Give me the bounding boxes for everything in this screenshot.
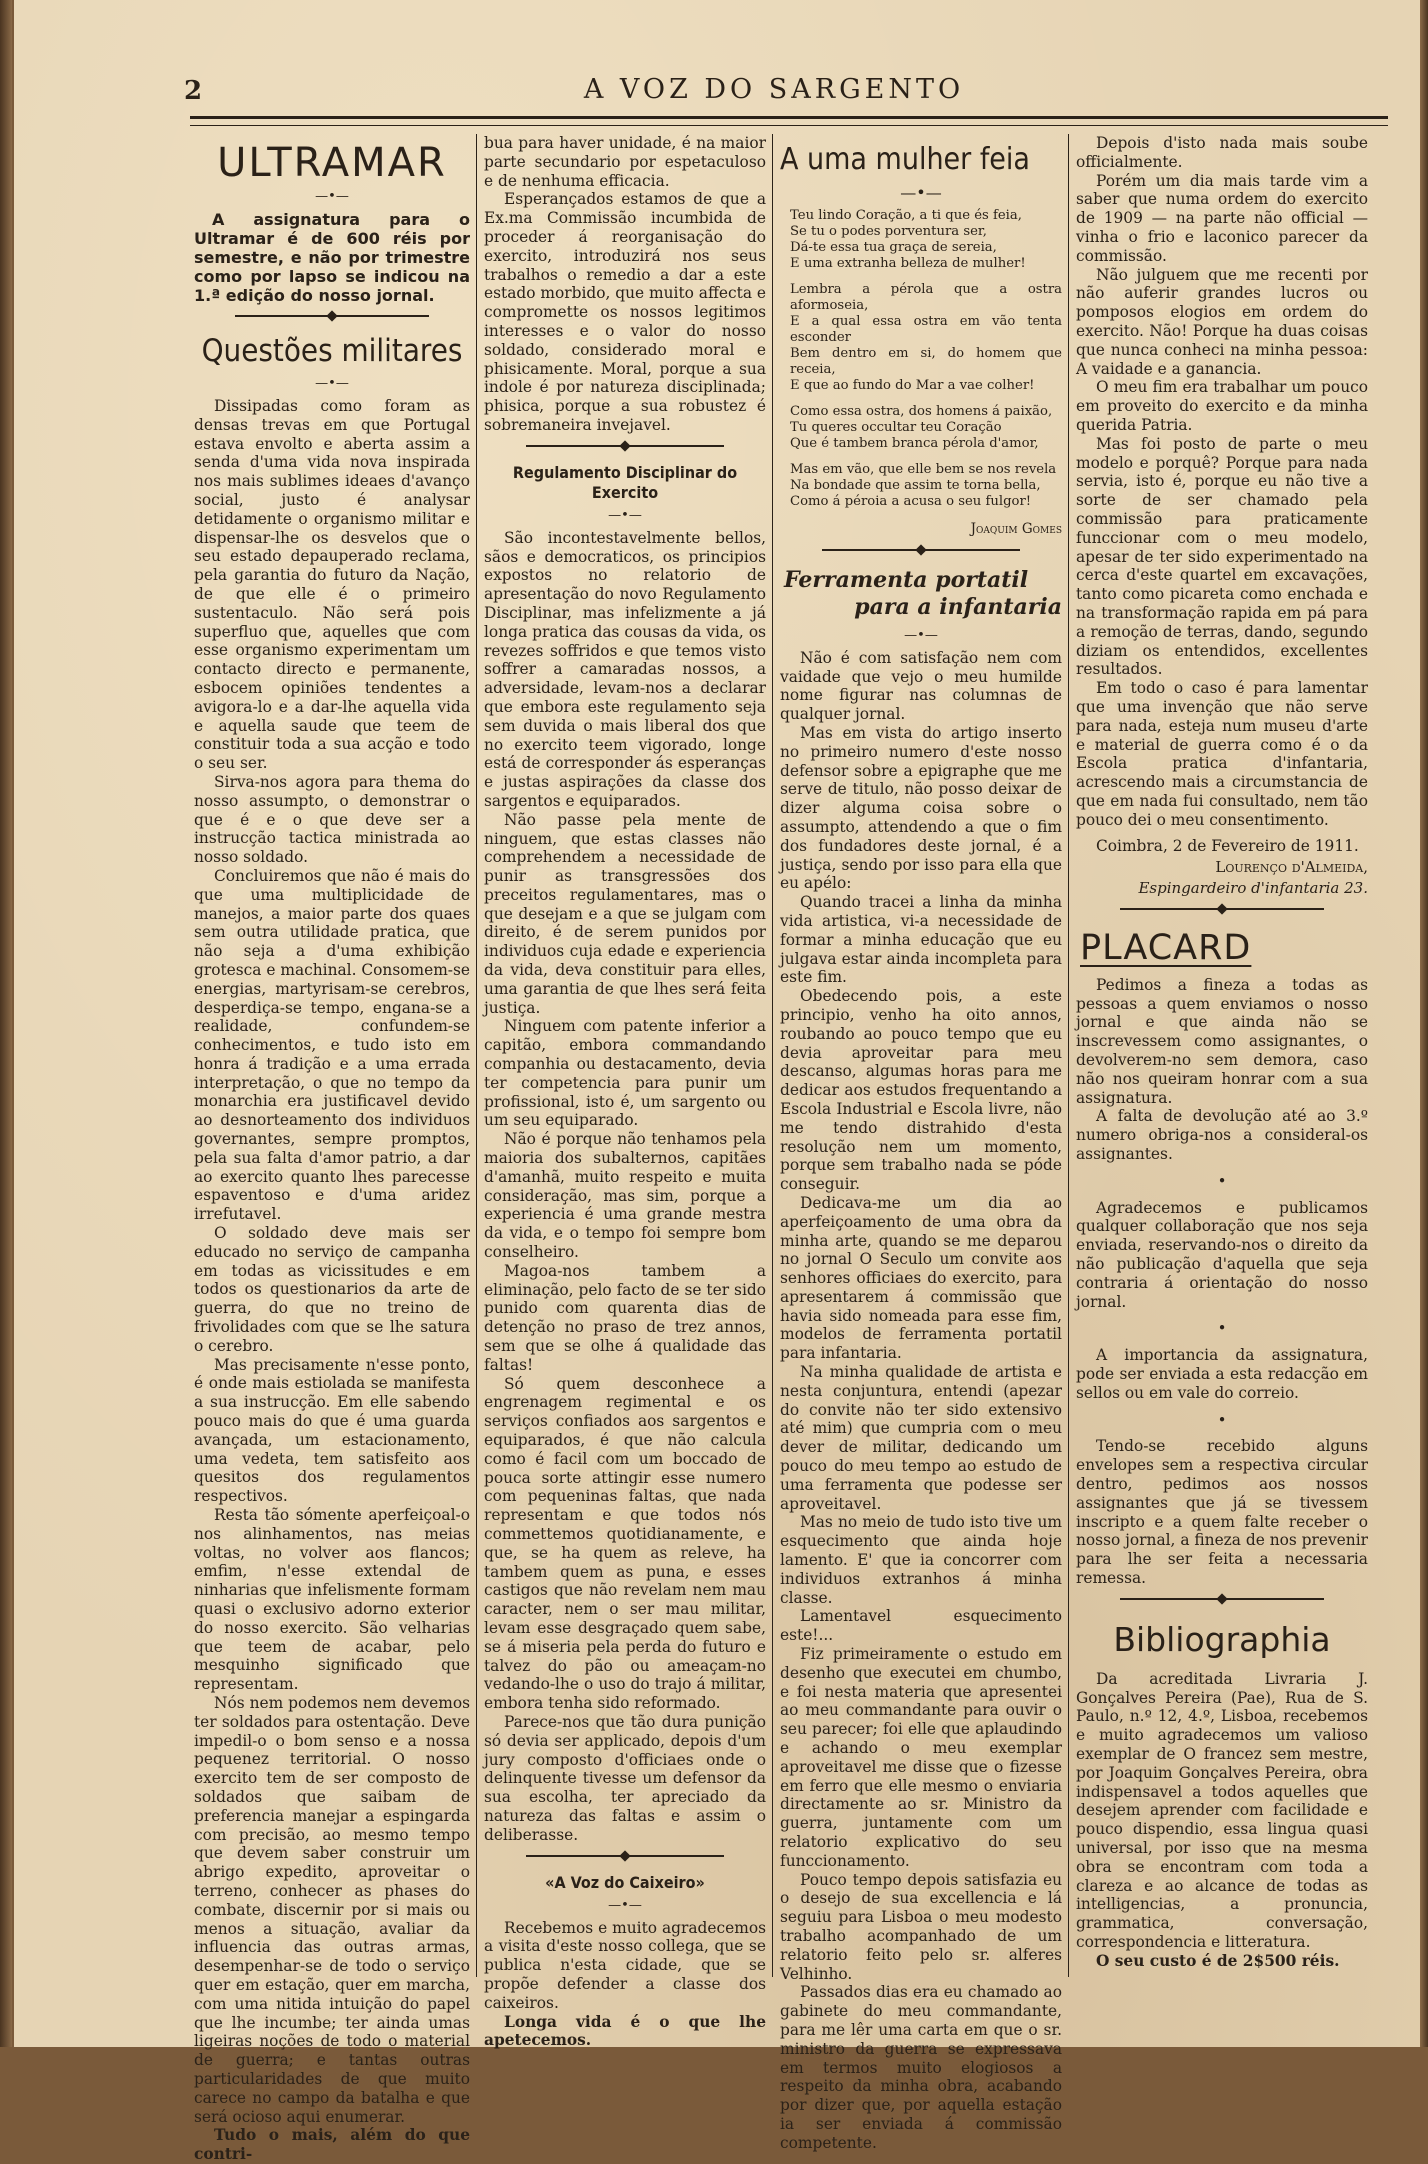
bibliographia-heading: Bibliographia: [1113, 1619, 1331, 1659]
paragraph: Resta tão sómente aperfeiçoal-o nos alinhamentos, nas meias voltas, no volver aos flancos; emfim, n'esse extendal de ninharias que infelismente formam quasi o exclusivo adorno exterior do nosso exercito. São velharias que teem de acabar, pelo mesquinho significado que representam.: [194, 1506, 470, 1694]
paragraph: Recebemos e muito agradecemos a visita d'este nosso collega, que se publica n'esta cidade, que se propõe defender a classe dos caixeiros.: [484, 1918, 766, 2012]
paragraph: Tudo o mais, além do que contri-: [194, 2126, 470, 2164]
poem-heading: A uma mulher feia: [780, 142, 1030, 177]
newspaper-title: A VOZ DO SARGENTO: [583, 74, 965, 105]
paragraph: Dedicava-me um dia ao aperfeiçoamento de uma obra da minha arte, quando se me deparou no jornal O Seculo um convite aos senhores officiaes do exercito, para apresentarem á commissão que havia sido nomeada para esse fim, modelos de ferramenta portatil para infantaria.: [780, 1193, 1062, 1363]
paragraph: Lamentavel esquecimento este!...: [780, 1607, 1062, 1645]
paragraph: Esperançados estamos de que a Ex.ma Commissão incumbida de proceder á reorganisação do exercito, introduzirá nos seus trabalhos o remedio a dar a este estado morbido, que muito affecta e compromette os nossos legitimos interesses e o valor do nosso soldado, considerado moral e phisicamente. Moral, porque a sua indole é por natureza disciplinada; phisica, porque a sua robustez é sobremaneira invejavel.: [484, 190, 767, 434]
paragraph: Mas em vista do artigo inserto no primeiro numero d'este nosso defensor sobre a epigraphe que me serve de titulo, não posso deixar de dizer alguma coisa sobre o assumpto, attendendo a que o fim dos fundadores deste jornal, é a justiça, sendo por isso para ella que eu apélo:: [780, 723, 1062, 893]
paragraph: Ninguem com patente inferior a capitão, embora commandando companhia ou destacamento, devia ter competencia para punir um profissional, isto é, um sargento ou um seu equiparado.: [484, 1017, 766, 1130]
paragraph: A importancia da assignatura, pode ser enviada a esta redacção em sellos ou em vale do correio.: [1076, 1346, 1368, 1402]
paragraph: O seu custo é de 2$500 réis.: [1096, 1951, 1340, 1970]
paragraph: bua para haver unidade, é na maior parte secundario por espetaculoso e de nenhuma efficacia.: [484, 134, 766, 190]
section-divider: [1120, 908, 1324, 916]
paragraph: Fiz primeiramente o estudo em desenho que executei em chumbo, e foi nesta materia que apresentei ao meu commandante para ouvir o seu parecer; foi elle que aplaudindo e achando o meu exemplar aproveitavel me disse que o fizesse em ferro que elle mesmo o enviaria directamente ao sr. Ministro da guerra, juntamente com um relatorio explicativo do seu funccionamento.: [780, 1645, 1062, 1870]
ultramar-notice: A assignatura para o Ultramar é de 600 réis por semestre, e não por trimestre como por lapso se indicou na 1.ª edição do nosso jornal.: [194, 210, 470, 305]
paragraph: Em todo o caso é para lamentar que uma invenção que não serve para nada, esteja num museu d'arte e material de guerra como é o da Escola pratica d'infantaria, acrescendo mais a circumstancia de que em nada fui consultado, nem tão pouco dei o meu consentimento.: [1076, 679, 1368, 829]
ornament: —•—: [608, 1897, 642, 1913]
ferramenta-heading: Ferramenta portatil para a infantaria: [784, 566, 1062, 620]
poem-author: Joaquim Gomes: [970, 521, 1062, 537]
paragraph: Da acreditada Livraria J. Gonçalves Pereira (Pae), Rua de S. Paulo, n.º 12, 4.º, Lisboa, recebemos e muito agradecemos um valioso exemplar de O francez sem mestre, por Joaquim Gonçalves Pereira, obra indispensavel a todos aquelles que desejem aprender com facilidade e pouco dispendio, essa lingua quasi universal, por isso que na mesma obra se encontram com toda a clareza e ao alcance de todas as intelligencias, a pronuncia, grammatica, conversação, correspondencia e litteratura.: [1076, 1669, 1368, 1951]
paragraph: Pedimos a fineza a todas as pessoas a quem enviamos o nosso jornal e que ainda não se inscrevessem como assignantes, o devolverem-no sem demora, caso não nos queiram honrar com a sua assignatura.: [1076, 975, 1368, 1107]
paragraph: Parece-nos que tão dura punição só devia ser applicado, depois d'um jury composto d'officiaes onde o delinquente tivesse um defensor da sua escolha, ter apreciado da natureza das faltas e assim o deliberasse.: [484, 1712, 766, 1844]
paragraph: Não é com satisfação nem com vaidade que vejo o meu humilde nome figurar nas columnas de qualquer jornal.: [780, 648, 1062, 724]
paragraph: Quando tracei a linha da minha vida artistica, vi-a necessidade de formar a minha educação que eu julgava estar ainda incompleta para este fim.: [780, 893, 1062, 987]
page-number: 2: [184, 76, 203, 106]
bullet-separator: •: [1217, 1319, 1227, 1338]
ultramar-heading: ULTRAMAR: [217, 140, 447, 186]
section-divider: [526, 1855, 723, 1863]
stanza: Lembra a pérola que a ostra aformoseia, E a qual essa ostra em vão tenta esconder Bem dentro em si, do homem que receia, E que ao fundo do Mar a vae colher!: [790, 282, 1062, 393]
paragraph: Obedecendo pois, a este principio, venho ha oito annos, roubando ao pouco tempo que eu devia aproveitar para meu descanso, algumas horas para me dedicar aos estudos frequentando a Escola Industrial e Escola livre, não me tendo distrahido d'esta resolução nem um momento, porque sem trabalho nada se póde conseguir.: [780, 987, 1062, 1194]
author-rank: Espingardeiro d'infantaria 23.: [1138, 879, 1368, 898]
ornament: —•—: [900, 183, 942, 202]
paragraph: Agradecemos e publicamos qualquer collaboração que nos seja enviada, reservando-nos o direito da não publicação d'aquella que seja contraria á orientação do nosso jornal.: [1076, 1198, 1368, 1311]
left-page-edge: [0, 0, 12, 2047]
column-rule: [1068, 134, 1069, 1977]
placard-heading: PLACARD: [1080, 927, 1252, 968]
ornament: —•—: [904, 627, 938, 643]
paragraph: Mas no meio de tudo isto tive um esquecimento que ainda hoje lamento. E' que ia concorrer com individuos extranhos á minha classe.: [780, 1513, 1062, 1607]
questoes-heading: Questões militares: [201, 333, 463, 369]
bullet-separator: •: [1217, 1410, 1227, 1429]
paragraph: Na minha qualidade de artista e nesta conjuntura, entendi (apezar do convite não ter sido extensivo até mim) que cumpria com o meu dever de militar, dedicando um pouco do meu tempo ao estudo de uma ferramenta que podesse ser aproveitavel.: [780, 1363, 1062, 1513]
bullet-separator: •: [1217, 1171, 1227, 1190]
ornament: —•—: [315, 189, 349, 204]
paragraph: Passados dias era eu chamado ao gabinete do meu commandante, para me lêr uma carta em que o sr. ministro da guerra se expressava em termos muito elogiosos a respeito da minha obra, acabando por dizer que, por aquella estação ia ser enviada á commissão competente.: [780, 1983, 1062, 2152]
stanza: Como essa ostra, dos homens á paixão, Tu queres occultar teu Coração Que é tambem branca pérola d'amor,: [790, 404, 1053, 451]
column-rule: [476, 134, 477, 1977]
paragraph: Magoa-nos tambem a eliminação, pelo facto de se ter sido punido com quarenta dias de detenção no praso de trez annos, sem que se olhe á qualidade das faltas!: [484, 1261, 766, 1374]
column-rule: [772, 134, 773, 1977]
paragraph: Longa vida é o que lhe apetecemos.: [484, 2012, 766, 2050]
section-divider: [822, 549, 1019, 557]
paragraph: São incontestavelmente bellos, sãos e democraticos, os principios expostos no relatorio de apresentação do novo Regulamento Disciplinar, mas infelizmente a já longa pratica das cousas da vida, os revezes soffridos e que temos visto soffrer a camaradas nossos, a adversidade, levam-nos a declarar que embora este regulamento seja sem duvida o mais liberal dos que no exercito teem vigorado, longe está de corresponder ás esperanças e justas aspirações da classe dos sargentos e equiparados.: [484, 528, 766, 810]
right-page-edge: [1420, 0, 1428, 2047]
paragraph: Porém um dia mais tarde vim a saber que numa ordem do exercito de 1909 — na parte não official — vinha o frio e laconico parecer da commissão.: [1076, 171, 1368, 265]
dateline: Coimbra, 2 de Fevereiro de 1911.: [1096, 837, 1359, 856]
paragraph: Dissipadas como foram as densas trevas em que Portugal estava envolto e aberta assim a senda d'uma vida nova inspirada nos mais sublimes ideaes d'avanço social, justo é analysar detidamente o organismo militar e dispensar-lhe os desvelos que o seu estado depauperado reclama, pela garantia do futuro da Nação, de que elle é o primeiro sustentaculo. Não será pois superfluo que, aquelles que com esse organismo experimentam um contacto directo e permanente, esbocem opiniões tendentes a avigora-lo e a dar-lhe aquella vida e aquella saude que teem de constituir toda a sua acção e todo o seu ser.: [194, 397, 470, 773]
questoes-body: [194, 397, 470, 2164]
caixeiro-heading: «A Voz do Caixeiro»: [545, 1872, 705, 1892]
column-1: [194, 134, 470, 2164]
column-2: [484, 134, 767, 2050]
masthead: [184, 60, 1364, 120]
paragraph: Sirva-nos agora para thema do nosso assumpto, o demonstrar o que é e o que deve ser a instrucção tactica ministrada ao nosso soldado.: [194, 772, 470, 867]
column-3: [780, 134, 1062, 2152]
stanza: Teu lindo Coração, a ti que és feia, Se tu o podes porventura ser, Dá-te essa tua graça de sereia, E uma extranha belleza de mulher!: [790, 208, 1026, 271]
paragraph: O soldado deve mais ser educado no serviço de campanha em todas as vicissitudes e em todos os questionarios da arte de guerra, do que no treino de frivolidades com que se lhe satura o cerebro.: [194, 1224, 470, 1355]
paragraph: Não é porque não tenhamos pela maioria dos subalternos, capitães d'amanhã, muito respeito e muita consideração, mas sim, porque a experiencia é uma grande mestra da vida, e o tempo foi sempre bom conselheiro.: [484, 1130, 766, 1262]
paragraph: Mas foi posto de parte o meu modelo e porquê? Porque para nada servia, isto é, porque eu não tive a sorte de ser chamado pela commissão para praticamente funccionar com o meu modelo, apesar de ter sido experimentado na cerca d'este quartel em excavações, tanto como picareta como enchada e na transformação rapida em pá para a remoção de terras, dando, segundo diziam os entendidos, excellentes resultados.: [1076, 434, 1368, 679]
paragraph: Só quem desconhece a engrenagem regimental e os serviços confiados aos sargentos e equiparados, é que não calcula como é facil com um boccado de pouca sorte attingir esse numero com pequeninas faltas, que nada representam e que todos nós commettemos quotidianamente, e que, se ha quem as releve, ha tambem quem as puna, e esses castigos que não revelam nem mau caracter, nem o ser mau militar, levam esse desgraçado quem sabe, se á miseria pela perda do futuro e talvez do pão ou ameaçam-no vedando-lhe o uso do trajo á militar, embora tenha sido reformado.: [484, 1374, 766, 1713]
section-divider: [1120, 1598, 1324, 1606]
ornament: —•—: [315, 376, 349, 391]
author-name: Lourenço d'Almeida,: [1215, 858, 1368, 877]
paragraph: Não passe pela mente de ninguem, que estas classes não comprehendem a necessidade de punir as transgressões dos preceitos regulamentares, mas o que desejam e a que se julgam com direito, é de serem punidos por individuos cuja edade e experiencia da vida, deva constituir para elles, uma garantia de que lhes será feita justiça.: [484, 810, 766, 1017]
paragraph: Mas precisamente n'esse ponto, é onde mais estiolada se manifesta a sua instrucção. Em elle sabendo pouco mais do que é uma guarda avançada, um estacionamento, uma vedeta, tem satisfeito aos quesitos dos regulamentos respectivos.: [194, 1355, 470, 1506]
paragraph: Pouco tempo depois satisfazia eu o desejo de sua excellencia e lá seguiu para Lisboa o meu modesto trabalho acompanhado de um relatorio feito pelo sr. alferes Velhinho.: [780, 1870, 1062, 1983]
poem: [790, 208, 1062, 510]
paragraph: Concluiremos que não é mais do que uma multiplicidade de manejos, a maior parte dos quaes sem outra utilidade pratica, que não seja a d'uma exhibição grotesca e machinal. Consomem-se energias, martyrisam-se cerebros, desperdiça-se tempo, engana-se a realidade, confundem-se conhecimentos, e tudo isto em honra á tradição e a uma errada interpretação, o que no tempo da monarchia era justificavel devido ao desnorteamento dos individuos governantes, sempre promptos, pela sua falta d'amor patrio, a dar ao exercito quanto lhes parecesse espaventoso e d'uma aridez irrefutavel.: [194, 866, 470, 1224]
regulamento-heading: Regulamento Disciplinar do Exercito: [512, 462, 738, 502]
paragraph: Nós nem podemos nem devemos ter soldados para ostentação. Deve impedil-o o bom senso e a nossa pequenez territorial. O nosso exercito tem de ser composto de soldados que saibam de preferencia manejar a espingarda com precisão, ao mesmo tempo que devem saber construir um abrigo expedito, aproveitar o terreno, conhecer as phases do combate, discernir por si mais ou menos a situação, avaliar da influencia das outras armas, desempenhar-se de todo o serviço quer em estação, quer em marcha, com uma nitida intuição do papel que lhe incumbe; ter ainda umas ligeiras noções de todo o material de guerra; e tantas outras particularidades de que muito carece no campo da batalha e que será ocioso aqui enumerar.: [194, 1693, 470, 2126]
paragraph: Tendo-se recebido alguns envelopes sem a respectiva circular dentro, pedimos aos nossos assignantes que já se tivessem inscripto e a quem falte receber o nosso jornal, a fineza de nos prevenir para lhe ser feita a necessaria remessa.: [1076, 1437, 1368, 1587]
column-4: [1076, 134, 1368, 1977]
ornament: —•—: [608, 507, 642, 523]
paragraph: O meu fim era trabalhar um pouco em proveito do exercito e da minha querida Patria.: [1076, 378, 1368, 434]
stanza: Mas em vão, que elle bem se nos revela Na bondade que assim te torna bella, Como á péroia a acusa o seu fulgor!: [790, 462, 1057, 509]
paragraph: Não julguem que me recenti por não auferir grandes lucros ou pomposos elogios em ordem do exercito. Não! Porque ha duas coisas que nunca conheci na minha pessoa: A vaidade e a ganancia.: [1076, 265, 1368, 378]
section-divider: [526, 445, 723, 453]
paragraph: A falta de devolução até ao 3.º numero obriga-nos a consideral-os assignantes.: [1076, 1107, 1368, 1164]
newspaper-page: [14, 0, 1424, 2164]
paragraph: Depois d'isto nada mais soube officialmente.: [1076, 134, 1368, 171]
section-divider: [235, 315, 428, 323]
header-rule: [190, 116, 1388, 126]
